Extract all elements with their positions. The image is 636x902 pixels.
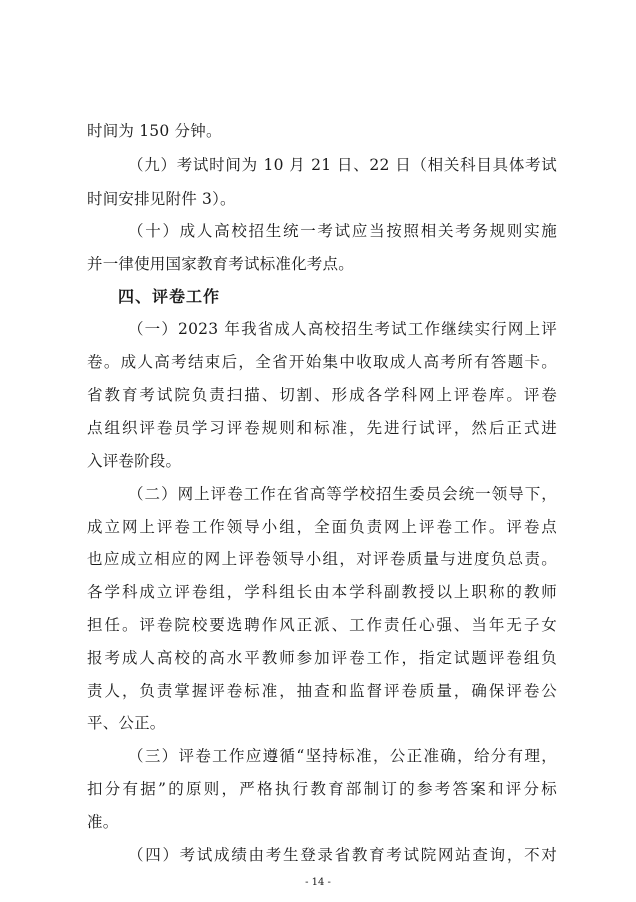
text-line: 时间安排见附件 3）。 <box>87 190 236 208</box>
text-line: （九）考试时间为 10 月 21 日、22 日（相关科目具体考试 <box>128 156 557 174</box>
text-line: 卷。成人高考结束后，全省开始集中收取成人高考所有答题卡。 <box>87 353 557 371</box>
text-line: （三）评卷工作应遵循“坚持标准，公正准确，给分有理， <box>128 747 557 765</box>
text-line: 报考成人高校的高水平教师参加评卷工作，指定试题评卷组负 <box>87 649 557 667</box>
text-line: 担任。评卷院校要选聘作风正派、工作责任心强、当年无子女 <box>87 616 557 634</box>
text-line: 也应成立相应的网上评卷领导小组，对评卷质量与进度负总责。 <box>87 550 557 568</box>
text-line: 平、公正。 <box>87 714 166 732</box>
text-line: （一）2023 年我省成人高校招生考试工作继续实行网上评 <box>128 320 557 338</box>
text-line: （十）成人高校招生统一考试应当按照相关考务规则实施 <box>128 222 557 240</box>
section-heading: 四、评卷工作 <box>118 287 221 306</box>
text-line: 准。 <box>87 813 119 831</box>
page-number: - 14 - <box>305 877 331 888</box>
text-line: 省教育考试院负责扫描、切割、形成各学科网上评卷库。评卷 <box>87 386 557 404</box>
text-line: 时间为 150 分钟。 <box>87 122 222 140</box>
text-line: 责人，负责掌握评卷标准，抽查和监督评卷质量，确保评卷公 <box>87 682 557 700</box>
text-line: 成立网上评卷工作领导小组，全面负责网上评卷工作。评卷点 <box>87 518 557 536</box>
text-line: （四）考试成绩由考生登录省教育考试院网站查询，不对 <box>128 846 557 864</box>
text-line: （二）网上评卷工作在省高等学校招生委员会统一领导下， <box>128 485 557 503</box>
text-line: 扣分有据”的原则，严格执行教育部制订的参考答案和评分标 <box>87 780 557 798</box>
text-line: 各学科成立评卷组，学科组长由本学科副教授以上职称的教师 <box>87 583 557 601</box>
text-line: 点组织评卷员学习评卷规则和标准，先进行试评，然后正式进 <box>87 419 557 437</box>
text-line: 并一律使用国家教育考试标准化考点。 <box>87 255 354 273</box>
text-line: 入评卷阶段。 <box>87 452 182 470</box>
